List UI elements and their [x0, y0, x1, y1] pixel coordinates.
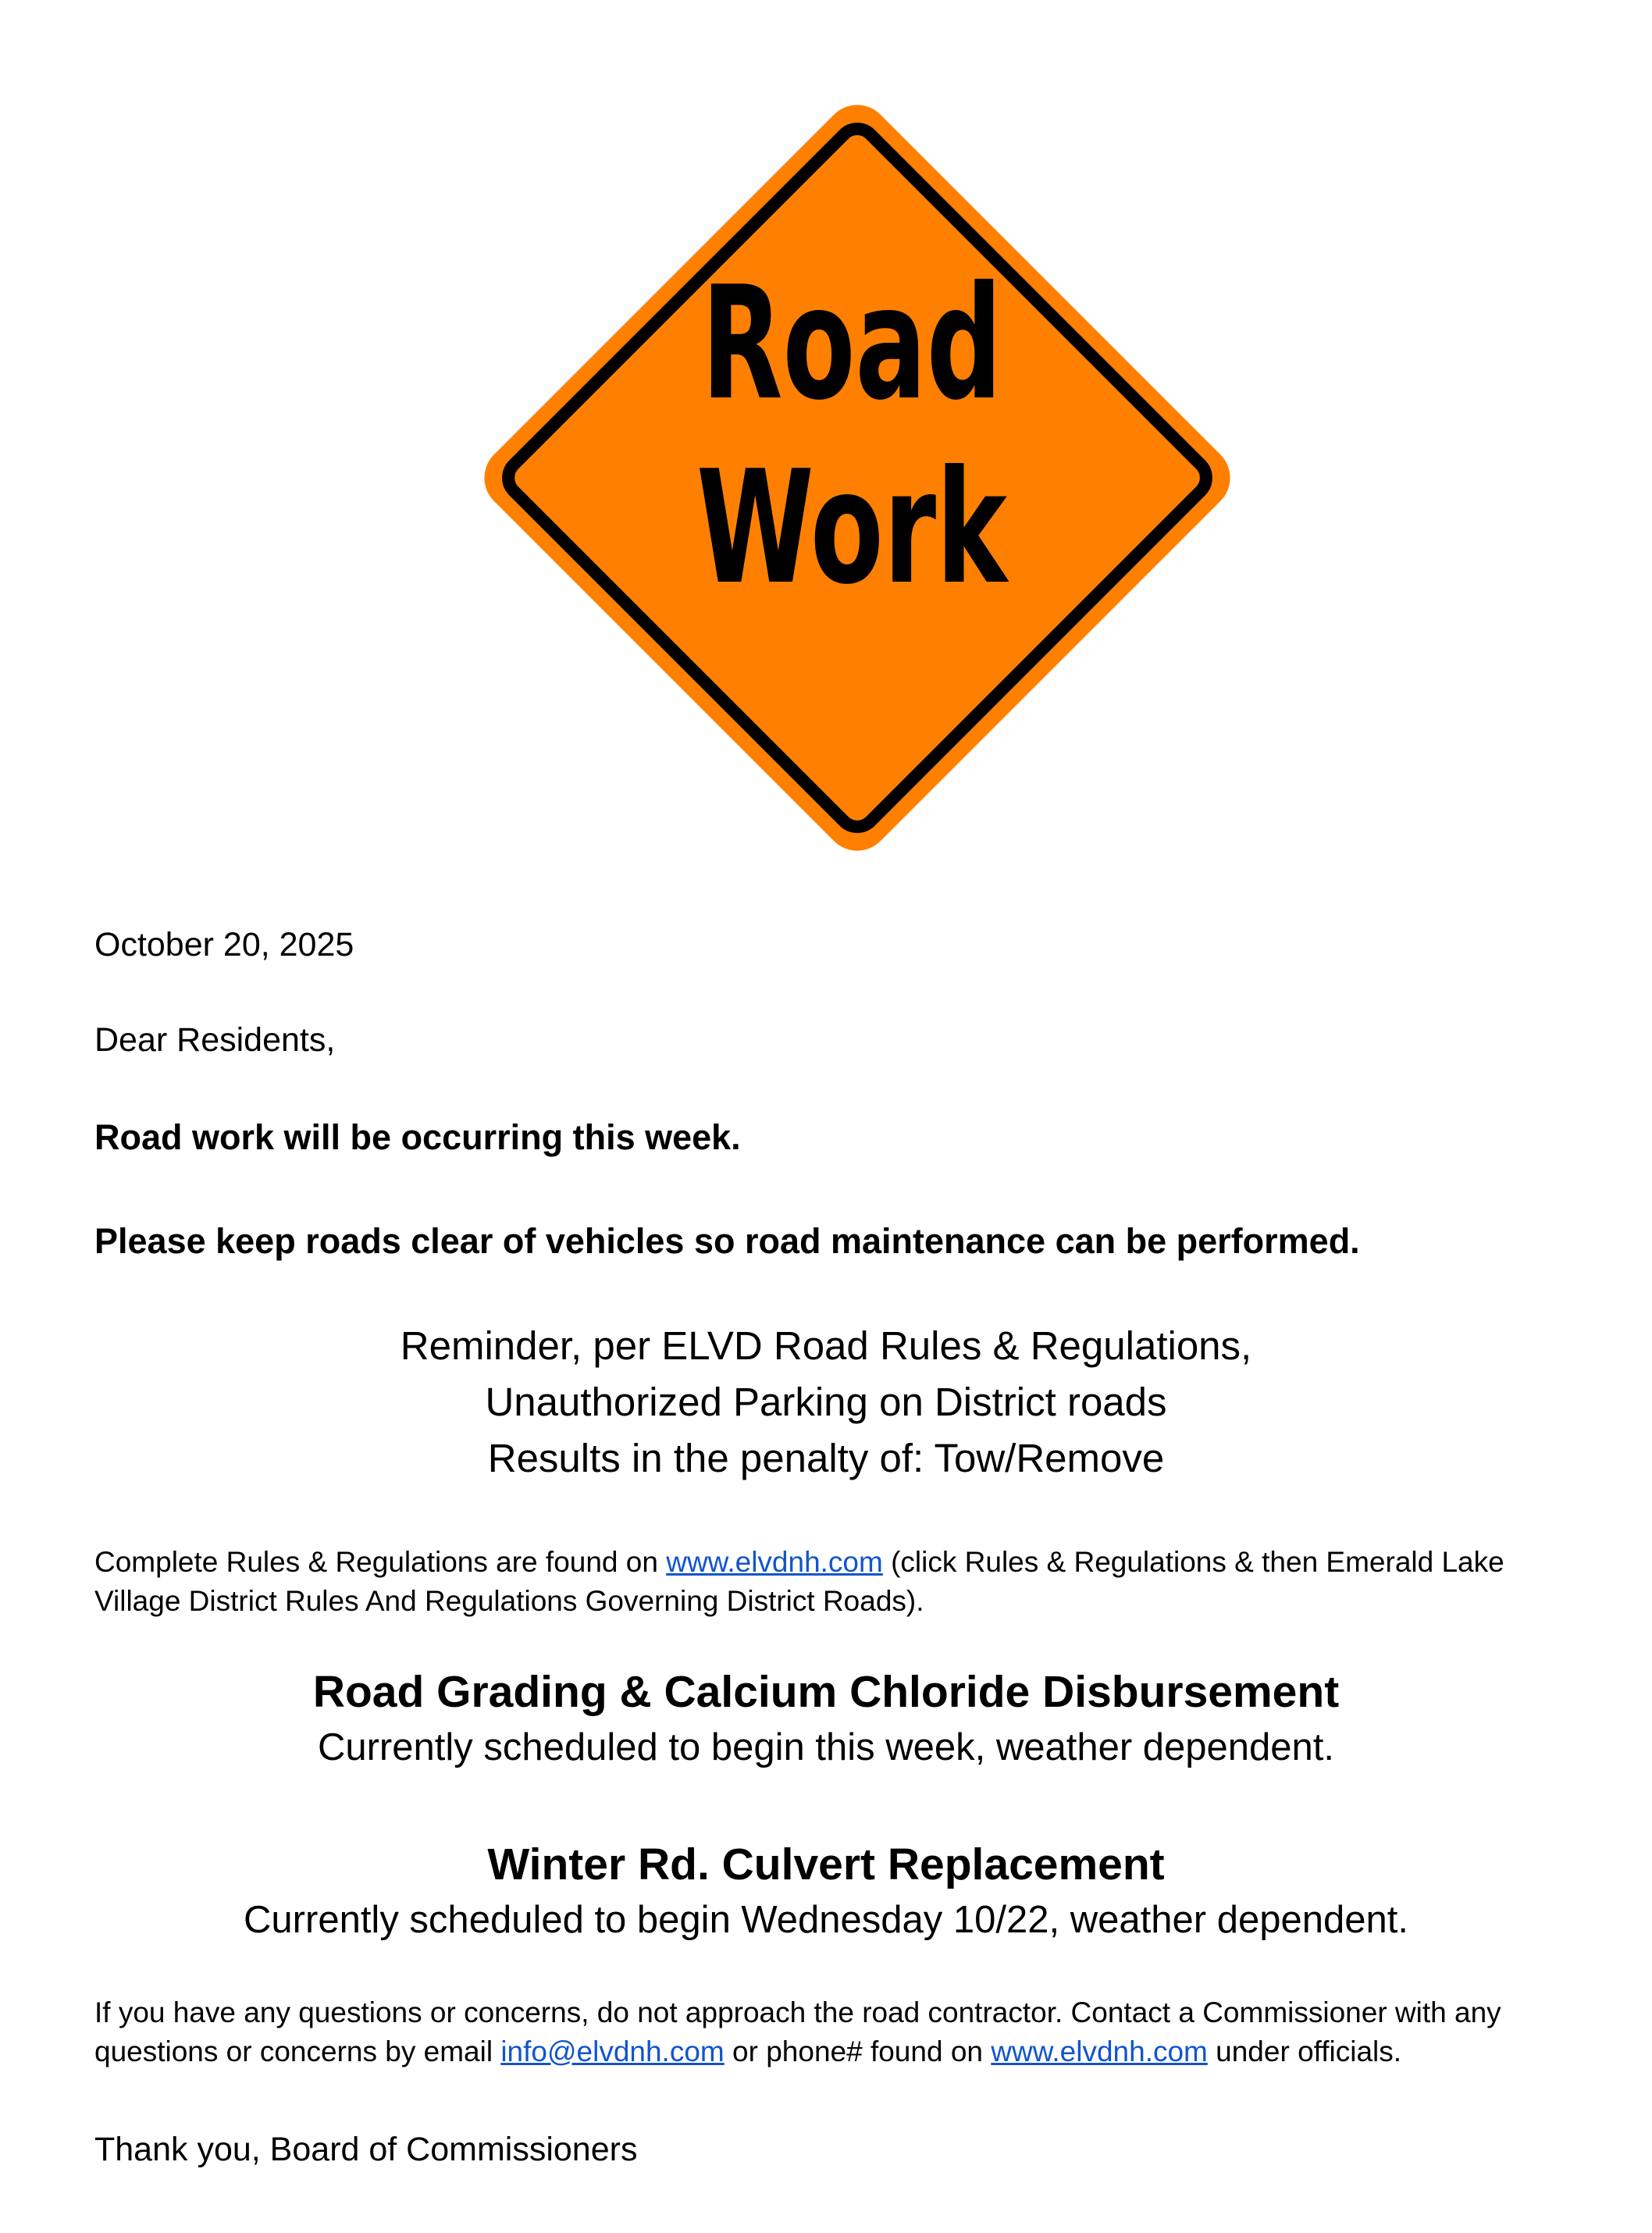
- sign-line-2: Work: [696, 437, 1009, 619]
- reminder-line-3: Results in the penalty of: Tow/Remove: [487, 1436, 1165, 1480]
- rules-text-before: Complete Rules & Regulations are found on: [94, 1546, 667, 1578]
- road-grading-section: [0, 1664, 1652, 1775]
- reminder-line-1: Reminder, per ELVD Road Rules & Regulations,: [400, 1323, 1252, 1368]
- contact-text-3: under officials.: [1207, 2035, 1402, 2067]
- rules-paragraph: [94, 1543, 1562, 1621]
- culvert-replacement-title: Winter Rd. Culvert Replacement: [487, 1839, 1165, 1889]
- road-work-sign-graphic: [471, 91, 1244, 864]
- contact-text-1: If you have any questions or concerns, do not approach the road contractor. Contact a Commissioner with any questions or concerns by email: [94, 1996, 1501, 2067]
- rules-text-after: (click Rules & Regulations & then Emerald Lake Village District Rules And Regulations Governing District Roads).: [94, 1546, 1504, 1617]
- letter-date: October 20, 2025: [94, 926, 354, 963]
- letter-signoff: Thank you, Board of Commissioners: [94, 2131, 638, 2168]
- road-grading-schedule: Currently scheduled to begin this week, weather dependent.: [317, 1726, 1335, 1768]
- rules-website-link[interactable]: www.elvdnh.com: [666, 1546, 883, 1578]
- keep-roads-clear-notice: Please keep roads clear of vehicles so road maintenance can be performed.: [94, 1221, 1360, 1261]
- road-work-sign: [471, 91, 1244, 864]
- parking-reminder: [0, 1318, 1652, 1487]
- reminder-line-2: Unauthorized Parking on District roads: [485, 1380, 1167, 1424]
- culvert-replacement-schedule: Currently scheduled to begin Wednesday 10/22, weather dependent.: [244, 1899, 1408, 1941]
- road-work-notice: Road work will be occurring this week.: [94, 1117, 741, 1157]
- contact-text-2: or phone# found on: [724, 2035, 992, 2067]
- culvert-replacement-section: [0, 1836, 1652, 1947]
- contact-website-link[interactable]: www.elvdnh.com: [991, 2035, 1208, 2067]
- letter-salutation: Dear Residents,: [94, 1021, 336, 1059]
- sign-line-1: Road: [701, 253, 1002, 435]
- contact-email-link[interactable]: info@elvdnh.com: [500, 2035, 725, 2067]
- road-grading-title: Road Grading & Calcium Chloride Disbursement: [312, 1667, 1340, 1717]
- contact-paragraph: [94, 1993, 1562, 2071]
